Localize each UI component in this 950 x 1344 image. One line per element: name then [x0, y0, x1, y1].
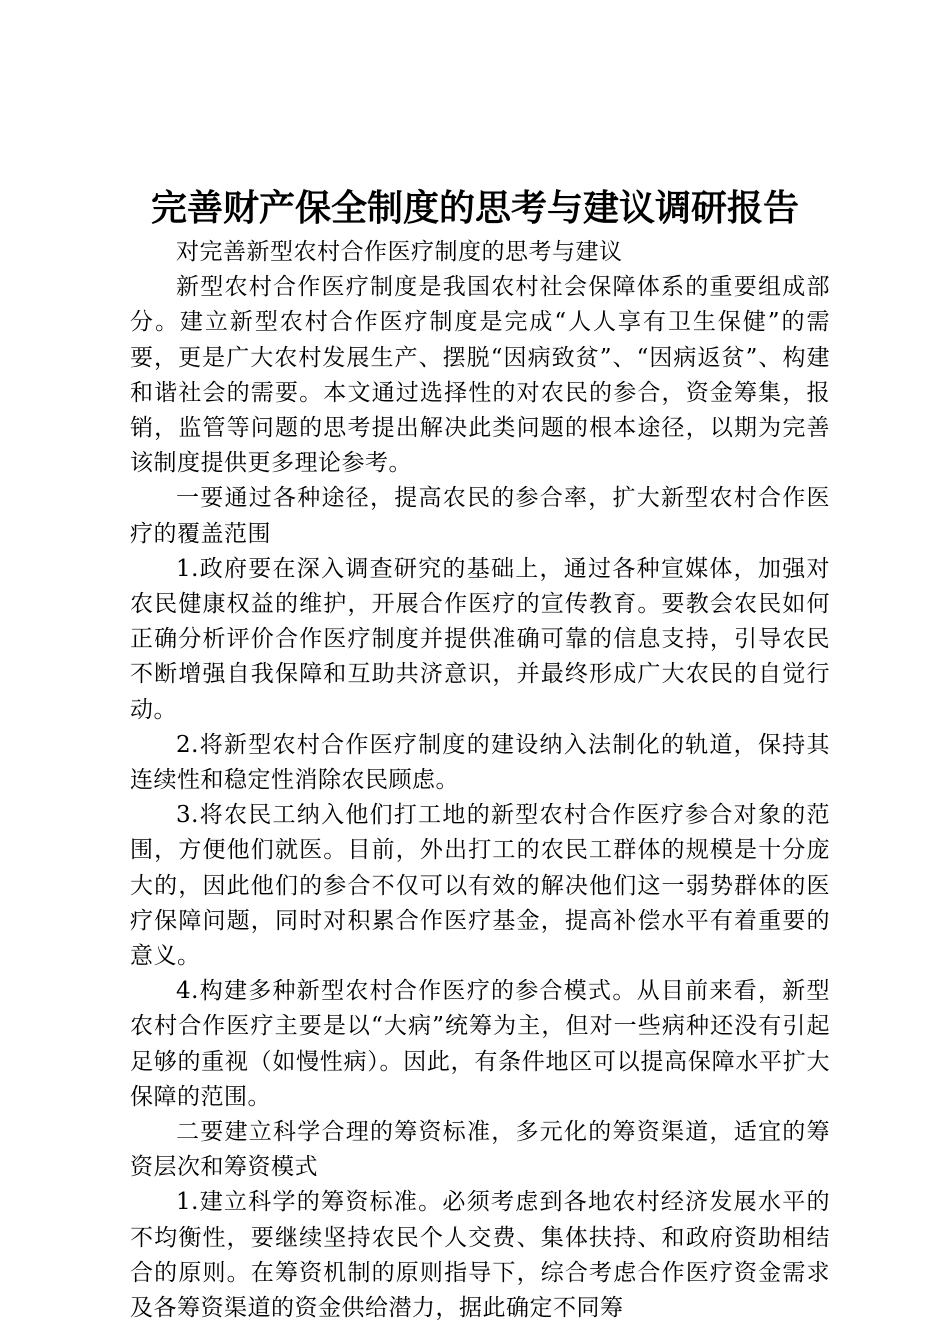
section-1-item-1: 1.政府要在深入调查研究的基础上，通过各种宣媒体，加强对农民健康权益的维护，开展合作医疗的宣传教育。要教会农民如何正确分析评价合作医疗制度并提供准确可靠的信息支持，引导农民不断增强自我保障和互助共济意识，并最终形成广大农民的自觉行动。	[130, 555, 830, 723]
section-1-item-2: 2.将新型农村合作医疗制度的建设纳入法制化的轨道，保持其连续性和稳定性消除农民顾虑。	[130, 731, 830, 794]
section-1-item-3: 3.将农民工纳入他们打工地的新型农村合作医疗参合对象的范围，方便他们就医。目前，外出打工的农民工群体的规模是十分庞大的，因此他们的参合不仅可以有效的解决他们这一弱势群体的医疗保障问题，同时对积累合作医疗基金，提高补偿水平有着重要的意义。	[130, 802, 830, 970]
intro-paragraph: 新型农村合作医疗制度是我国农村社会保障体系的重要组成部分。建立新型农村合作医疗制度是完成“人人享有卫生保健”的需要，更是广大农村发展生产、摆脱“因病致贫”、“因病返贫”、构建和谐社会的需要。本文通过选择性的对农民的参合，资金筹集，报销，监管等问题的思考提出解决此类问题的根本途径，以期为完善该制度提供更多理论参考。	[130, 274, 830, 477]
document-body	[130, 235, 830, 1326]
document-title: 完善财产保全制度的思考与建议调研报告	[150, 187, 799, 229]
section-1-item-4: 4.构建多种新型农村合作医疗的参合模式。从目前来看，新型农村合作医疗主要是以“大病”统筹为主，但对一些病种还没有引起足够的重视（如慢性病）。因此，有条件地区可以提高保障水平扩大保障的范围。	[130, 978, 830, 1110]
document-subtitle: 对完善新型农村合作医疗制度的思考与建议	[176, 239, 623, 265]
section-heading-2: 二要建立科学合理的筹资标准，多元化的筹资渠道，适宜的筹资层次和筹资模式	[130, 1119, 830, 1181]
section-2-item-1: 1.建立科学的筹资标准。必须考虑到各地农村经济发展水平的不均衡性，要继续坚持农民个人交费、集体扶持、和政府资助相结合的原则。在筹资机制的原则指导下，综合考虑合作医疗资金需求及各筹资渠道的资金供给潜力，据此确定不同筹	[130, 1189, 830, 1322]
section-heading-1: 一要通过各种途径，提高农民的参合率，扩大新型农村合作医疗的覆盖范围	[130, 485, 830, 547]
